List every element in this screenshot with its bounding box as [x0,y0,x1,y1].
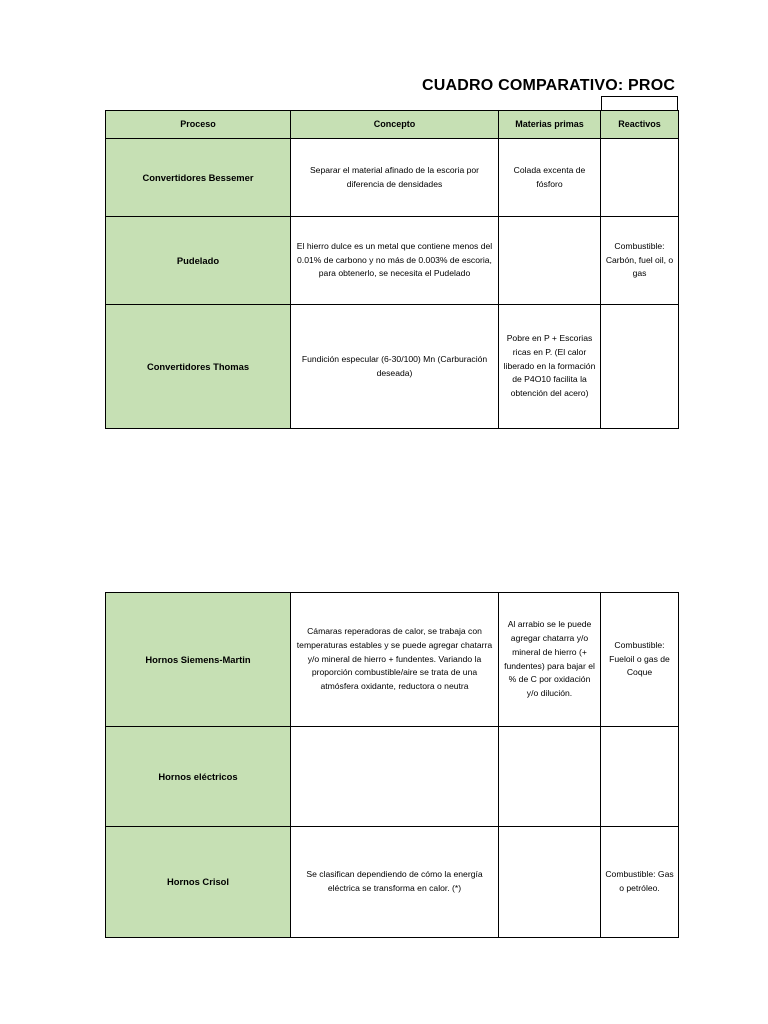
proceso-cell: Hornos eléctricos [106,727,291,827]
comparison-table-top [105,110,679,429]
proceso-cell: Convertidores Bessemer [106,139,291,217]
table-row [106,139,679,217]
materias-cell: Pobre en P + Escorias ricas en P. (El calor liberado en la formación de P4O10 facilita la obtención del acero) [499,305,601,429]
reactivos-cell: Combustible: Fueloil o gas de Coque [601,593,679,727]
table-row [106,593,679,727]
materias-cell [499,827,601,938]
comparison-table-bottom [105,592,679,938]
materias-cell: Colada excenta de fósforo [499,139,601,217]
page-title: CUADRO COMPARATIVO: PROC [422,77,676,94]
table-row [106,305,679,429]
reactivos-cell [601,139,679,217]
header-proceso: Proceso [106,111,291,139]
concepto-cell: Separar el material afinado de la escoria por diferencia de densidades [291,139,499,217]
table-header-row [106,111,679,139]
header-concepto: Concepto [291,111,499,139]
title-cell-border [601,96,678,110]
proceso-cell: Pudelado [106,217,291,305]
concepto-cell: El hierro dulce es un metal que contiene menos del 0.01% de carbono y no más de 0.003% de escoria, para obtenerlo, se necesita el Pudelado [291,217,499,305]
proceso-cell: Convertidores Thomas [106,305,291,429]
table-row [106,217,679,305]
materias-cell: Al arrabio se le puede agregar chatarra y/o mineral de hierro (+ fundentes) para bajar el % de C por oxidación y/o dilución. [499,593,601,727]
proceso-cell: Hornos Siemens-Martin [106,593,291,727]
proceso-cell: Hornos Crisol [106,827,291,938]
concepto-cell [291,727,499,827]
concepto-cell: Cámaras reperadoras de calor, se trabaja con temperaturas estables y se puede agregar chatarra y/o mineral de hierro + fundentes. Variando la proporción combustible/aire se trata de una atmósfera oxidante, reductora o neutra [291,593,499,727]
header-reactivos: Reactivos [601,111,679,139]
materias-cell [499,727,601,827]
reactivos-cell [601,305,679,429]
concepto-cell: Fundición especular (6-30/100) Mn (Carburación deseada) [291,305,499,429]
table-row [106,827,679,938]
reactivos-cell: Combustible: Carbón, fuel oil, o gas [601,217,679,305]
materias-cell [499,217,601,305]
table-row [106,727,679,827]
reactivos-cell [601,727,679,827]
header-materias-primas: Materias primas [499,111,601,139]
concepto-cell: Se clasifican dependiendo de cómo la energía eléctrica se transforma en calor. (*) [291,827,499,938]
reactivos-cell: Combustible: Gas o petróleo. [601,827,679,938]
